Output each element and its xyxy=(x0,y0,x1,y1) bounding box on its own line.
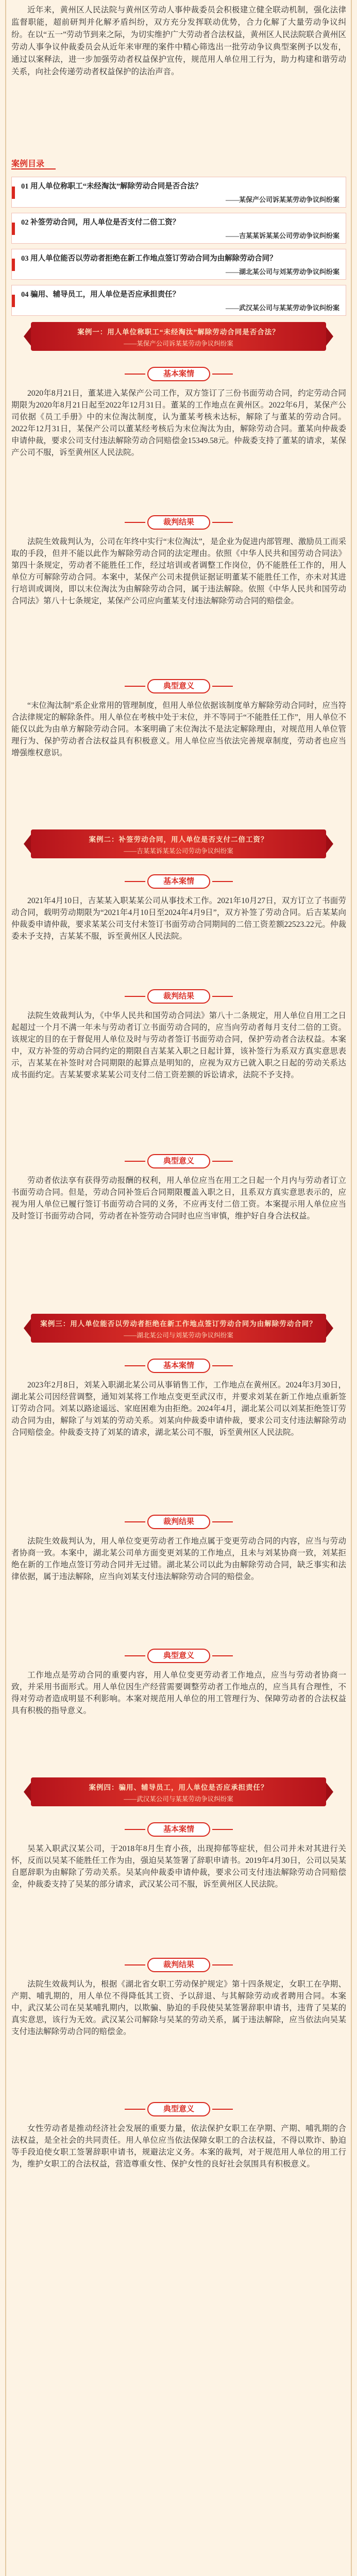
section-label-result: 裁判结果 xyxy=(147,1958,210,1972)
case-banner: 案例二：补签劳动合同，用人单位是否支付二倍工资？ ——吉某某诉某某公司劳动争议纠纷案 xyxy=(31,829,326,858)
case-facts: 2021年4月10日，吉某某入职某某公司从事技术工作。2021年10月27日，双方订立了书面劳动合同，载明劳动期限为“2021年4月10日至2024年4月9日”，双方补签了劳动合同。后吉某某向仲裁委申请仲裁，要求某某公司支付未签订书面劳动合同期间的二倍工资差额22523.22元。仲裁委未予支持，吉某某不服，诉至黄州区人民法院。 xyxy=(11,896,346,941)
case-facts: 2020年8月21日，董某进入某保产公司工作，双方签订了三份书面劳动合同，约定劳动合同期限为2020年8月21日起至2022年12月31日。董某的工作地点在黄州区。2022年6月，某保产公司依据《员工手册》中的末位淘汰制度，认为董某考核未达标，解除了与董某的劳动合同。2022年12月31日，某保产公司以董某经考核后为末位淘汰为由，解除劳动合同。董某向仲裁委申请仲裁，要求公司支付违法解除劳动合同赔偿金15349.58元。仲裁委支持了董某的请求，某保产公司不服，诉至黄州区人民法院。 xyxy=(11,389,346,457)
section-label-result: 裁判结果 xyxy=(147,1515,210,1529)
case-result: 法院生效裁判认为，根据《湖北省女职工劳动保护规定》第十四条规定，女职工在孕期、产期、哺乳期的，用人单位不得降低其工资、予以辞退、与其解除劳动或者聘用合同。本案中，武汉某公司在吴某哺乳期内，以欺骗、胁迫的手段使吴某签署辞职申请书，违背了吴某的真实意思，该行为无效。武汉某公司解除与吴某的劳动关系，属于违法解除，应当依法向吴某支付违法解除劳动合同的赔偿金。 xyxy=(11,1980,346,2036)
toc-item[interactable] xyxy=(11,285,346,316)
case-meaning: 劳动者依法享有获得劳动报酬的权利，用人单位应当在用工之日起一个月内与劳动者订立书面劳动合同。但是，劳动合同补签后合同期限覆盖入职之日，且系双方真实意思表示的，应视为用人单位已履行签订书面劳动合同的义务，不应再支付二倍工资。本案提示用人单位应当及时签订书面劳动合同，劳动者在补签劳动合同时也应当审慎，维护好自身合法权益。 xyxy=(11,1176,346,1221)
intro-paragraph: 近年来，黄州区人民法院与黄州区劳动人事仲裁委员会积极建立健全联动机制，强化法律监督职能，超前研判并化解矛盾纠纷，双方充分发挥联动优势，合力化解了大量劳动争议纠纷。在以“五一”劳动节到来之际，为切实维护广大劳动者合法权益，黄州区人民法院联合黄州区劳动人事争议仲裁委员会从近年来审理的案件中精心筛选出一批劳动争议典型案例予以发布，通过以案释法，进一步加强劳动者权益保护宣传，规范用人单位用工行为，助力构建和谐劳动关系，向社会传递劳动者权益保护的法治声音。 xyxy=(11,6,346,76)
toc-source: ——某保产公司诉某某劳动争议纠纷案 xyxy=(225,196,339,204)
section-label-meaning: 典型意义 xyxy=(147,2102,210,2116)
toc-question: 02 补签劳动合同，用人单位是否支付二倍工资？ xyxy=(21,218,180,227)
case-meaning: 工作地点是劳动合同的重要内容，用人单位变更劳动者工作地点，应当与劳动者协商一致，并采用书面形式。用人单位因生产经营需要调整劳动者工作地点的，应当具有合理性，不得对劳动者造成明显不利影响。本案对规范用人单位的用工管理行为、保障劳动者的合法权益具有积极的指导意义。 xyxy=(11,1671,346,1715)
toc-item[interactable] xyxy=(11,249,346,280)
section-label-facts: 基本案情 xyxy=(147,367,210,381)
section-label-meaning: 典型意义 xyxy=(147,1154,210,1168)
case-banner: 案例四：骗用、辅导员工，用人单位是否应承担责任？ ——武汉某公司与某某劳动争议纠纷案 xyxy=(31,1777,326,1806)
case-facts: 2023年2月8日，刘某入职湖北某公司从事销售工作，工作地点在黄州区。2024年3月30日，湖北某公司因经营调整，通知刘某将工作地点变更至武汉市，并要求刘某在新工作地点重新签订劳动合同。刘某以路途遥远、家庭困难为由拒绝。2024年4月，湖北某公司以刘某拒绝签订劳动合同为由，解除了与刘某的劳动关系。刘某向仲裁委申请仲裁，要求公司支付违法解除劳动合同赔偿金。仲裁委支持了刘某的请求，湖北某公司不服，诉至黄州区人民法院。 xyxy=(11,1381,346,1437)
case-result: 法院生效裁判认为，用人单位变更劳动者工作地点属于变更劳动合同的内容，应当与劳动者协商一致。本案中，湖北某公司单方面变更刘某的工作地点，且未与刘某协商一致，刘某拒绝在新的工作地点签订劳动合同并无过错。湖北某公司以此为由解除劳动合同，缺乏事实和法律依据，属于违法解除，应当向刘某支付违法解除劳动合同的赔偿金。 xyxy=(11,1537,346,1581)
case-result: 法院生效裁判认为，公司在年终中实行“末位淘汰”，是企业为促进内部管理、激励员工而采取的手段，但并不能以此作为解除劳动合同的法定理由。依照《中华人民共和国劳动合同法》第四十条规定，劳动者不能胜任工作，经过培训或者调整工作岗位，仍不能胜任工作的，用人单位方可解除劳动合同。本案中，某保产公司未提供证据证明董某不能胜任工作，亦未对其进行培训或调岗，即以末位淘汰为由解除劳动合同，属于违法解除。依照《中华人民共和国劳动合同法》第八十七条规定，某保产公司应向董某支付违法解除劳动合同的赔偿金。 xyxy=(11,537,346,605)
case-result: 法院生效裁判认为，《中华人民共和国劳动合同法》第八十二条规定，用人单位自用工之日起超过一个月不满一年未与劳动者订立书面劳动合同的，应当向劳动者每月支付二倍的工资。该规定的目的在于督促用人单位及时与劳动者签订书面劳动合同，保护劳动者合法权益。本案中，双方补签的劳动合同约定的期限自吉某某入职之日起计算，该补签行为系双方真实意思表示，吉某某在补签时对合同期限的起算点是明知的，应视为双方已就入职之日起的劳动关系达成书面约定。吉某某要求某某公司支付二倍工资差额的诉讼请求，法院不予支持。 xyxy=(11,1011,346,1079)
section-label-facts: 基本案情 xyxy=(147,1822,210,1837)
section-label-facts: 基本案情 xyxy=(147,1359,210,1373)
right-border xyxy=(351,0,352,2576)
case-banner: 案例三：用人单位能否以劳动者拒绝在新工作地点签订劳动合同为由解除劳动合同？ ——湖北某公司与刘某劳动争议纠纷案 xyxy=(31,1314,326,1343)
toc-source: ——湖北某公司与刘某劳动争议纠纷案 xyxy=(225,268,339,276)
section-label-facts: 基本案情 xyxy=(147,874,210,889)
toc-source: ——吉某某诉某某公司劳动争议纠纷案 xyxy=(225,232,339,240)
case-meaning: 女性劳动者是推动经济社会发展的重要力量，依法保护女职工在孕期、产期、哺乳期的合法权益，是全社会的共同责任。用人单位应当依法保障女职工的合法权益，不得以欺诈、胁迫等手段迫使女职工签署辞职申请书，规避法定义务。本案的裁判，对于规范用人单位的用工行为，维护女职工的合法权益，营造尊重女性、保护女性的良好社会氛围具有积极意义。 xyxy=(11,2124,346,2168)
toc-question: 04 骗用、辅导员工，用人单位是否应承担责任？ xyxy=(21,291,180,299)
section-label-meaning: 典型意义 xyxy=(147,1649,210,1663)
toc-title: 案例目录 xyxy=(11,157,56,170)
toc-question: 03 用人单位能否以劳动者拒绝在新工作地点签订劳动合同为由解除劳动合同？ xyxy=(21,255,277,263)
section-label-result: 裁判结果 xyxy=(147,989,210,1004)
toc-question: 01 用人单位称职工“未经淘汰”解除劳动合同是否合法？ xyxy=(21,182,202,191)
section-label-result: 裁判结果 xyxy=(147,515,210,530)
case-facts: 吴某入职武汉某公司，于2018年8月生育小孩，出现抑郁等症状，但公司并未对其进行关怀，反而以吴某不能胜任工作为由，强迫吴某签署了辞职申请书。2019年4月30日，公司以吴某自愿辞职为由解除了劳动关系。吴某向仲裁委申请仲裁，要求公司支付违法解除劳动合同赔偿金，仲裁委支持了吴某的部分请求，武汉某公司不服，诉至黄州区人民法院。 xyxy=(11,1844,346,1889)
case-banner: 案例一：用人单位称职工“未经淘汰”解除劳动合同是否合法？ ——某保产公司诉某某劳动争议纠纷案 xyxy=(31,322,326,351)
toc-source: ——武汉某公司与某某劳动争议纠纷案 xyxy=(225,304,339,312)
section-label-meaning: 典型意义 xyxy=(147,679,210,693)
toc-item[interactable] xyxy=(11,177,346,208)
left-border xyxy=(5,0,6,2576)
case-meaning: “末位淘汰制”系企业常用的管理制度，但用人单位依据该制度单方解除劳动合同时，应当符合法律规定的解除条件。用人单位在考核中处于末位，并不等同于“不能胜任工作”，用人单位不能仅以此为由单方解除劳动合同。本案明确了末位淘汰不是法定解除理由，对规范用人单位管理行为、保护劳动者合法权益具有积极意义。用人单位应当依法完善规章制度，劳动者也应当增强维权意识。 xyxy=(11,701,346,757)
toc-item[interactable] xyxy=(11,213,346,244)
